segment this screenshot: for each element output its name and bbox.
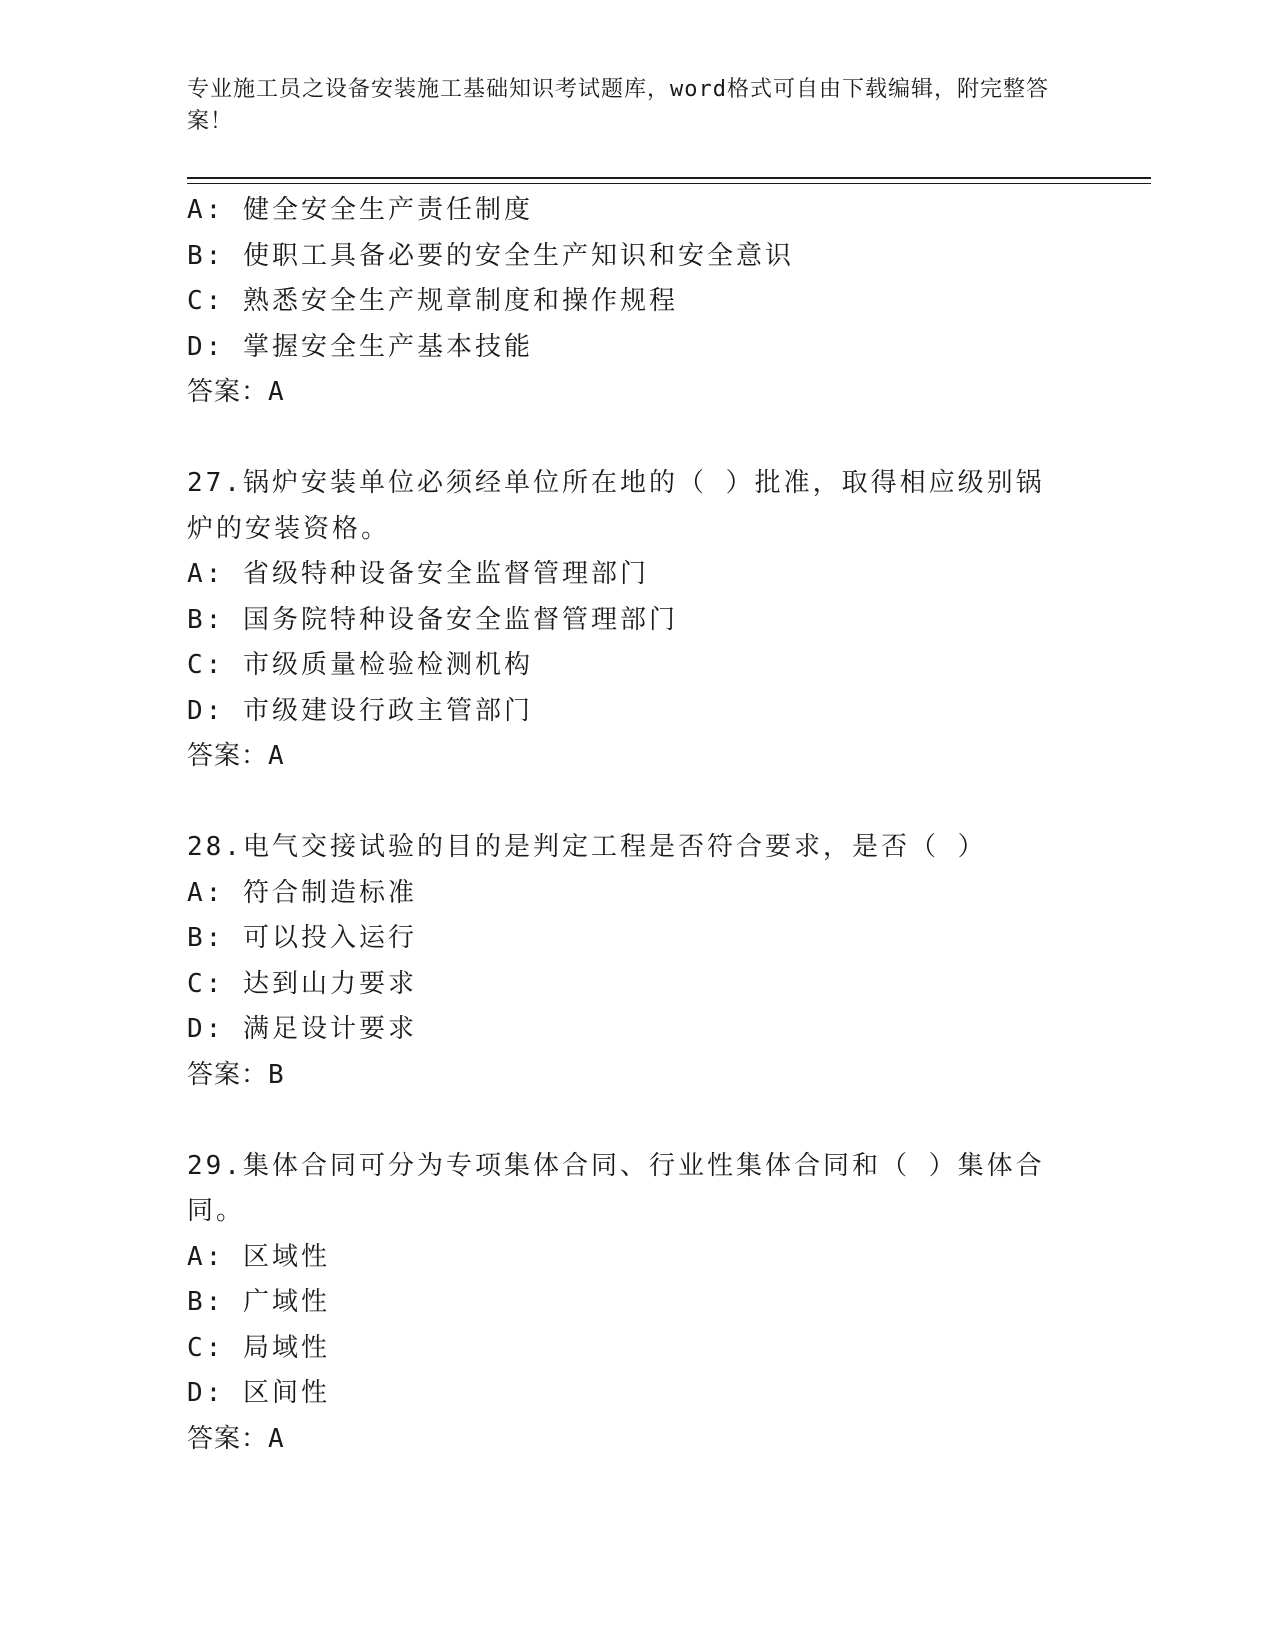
option-a: A: 符合制造标准 bbox=[187, 877, 417, 908]
option-a: A: 区域性 bbox=[187, 1241, 330, 1272]
question-text: 27.锅炉安装单位必须经单位所在地的（ ）批准，取得相应级别锅炉的安装资格。 bbox=[187, 468, 1045, 544]
answer-line: 答案：A bbox=[187, 1423, 285, 1454]
header-divider-thin bbox=[187, 183, 1151, 184]
option-d: D: 满足设计要求 bbox=[187, 1014, 417, 1044]
header-divider-thick bbox=[187, 177, 1151, 179]
option-b: B: 可以投入运行 bbox=[187, 923, 417, 953]
answer-line: 答案：A bbox=[187, 377, 285, 407]
option-c: C: 熟悉安全生产规章制度和操作规程 bbox=[187, 286, 678, 316]
option-d: D: 区间性 bbox=[187, 1378, 330, 1408]
option-c: C: 达到山力要求 bbox=[187, 968, 417, 999]
question-block-previous bbox=[187, 188, 1087, 416]
spacer bbox=[187, 1098, 1087, 1144]
answer-line: 答案：A bbox=[187, 741, 285, 771]
question-block-28 bbox=[187, 825, 1087, 1098]
option-b: B: 国务院特种设备安全监督管理部门 bbox=[187, 604, 678, 635]
spacer bbox=[187, 780, 1087, 826]
option-d: D: 掌握安全生产基本技能 bbox=[187, 331, 533, 362]
question-block-27 bbox=[187, 461, 1087, 780]
option-a: A: 健全安全生产责任制度 bbox=[187, 195, 533, 225]
answer-line: 答案：B bbox=[187, 1059, 285, 1090]
question-block-29 bbox=[187, 1144, 1087, 1463]
spacer bbox=[187, 416, 1087, 462]
option-b: B: 广域性 bbox=[187, 1287, 330, 1317]
question-list bbox=[187, 188, 1087, 1462]
document-header: 专业施工员之设备安装施工基础知识考试题库，word格式可自由下载编辑，附完整答案！ bbox=[187, 77, 1049, 134]
option-a: A: 省级特种设备安全监督管理部门 bbox=[187, 559, 649, 589]
option-c: C: 局域性 bbox=[187, 1332, 330, 1363]
option-c: C: 市级质量检验检测机构 bbox=[187, 650, 533, 680]
option-b: B: 使职工具备必要的安全生产知识和安全意识 bbox=[187, 240, 794, 271]
question-text: 28.电气交接试验的目的是判定工程是否符合要求，是否（ ） bbox=[187, 832, 987, 862]
question-text: 29.集体合同可分为专项集体合同、行业性集体合同和（ ）集体合同。 bbox=[187, 1150, 1045, 1226]
option-d: D: 市级建设行政主管部门 bbox=[187, 695, 533, 726]
